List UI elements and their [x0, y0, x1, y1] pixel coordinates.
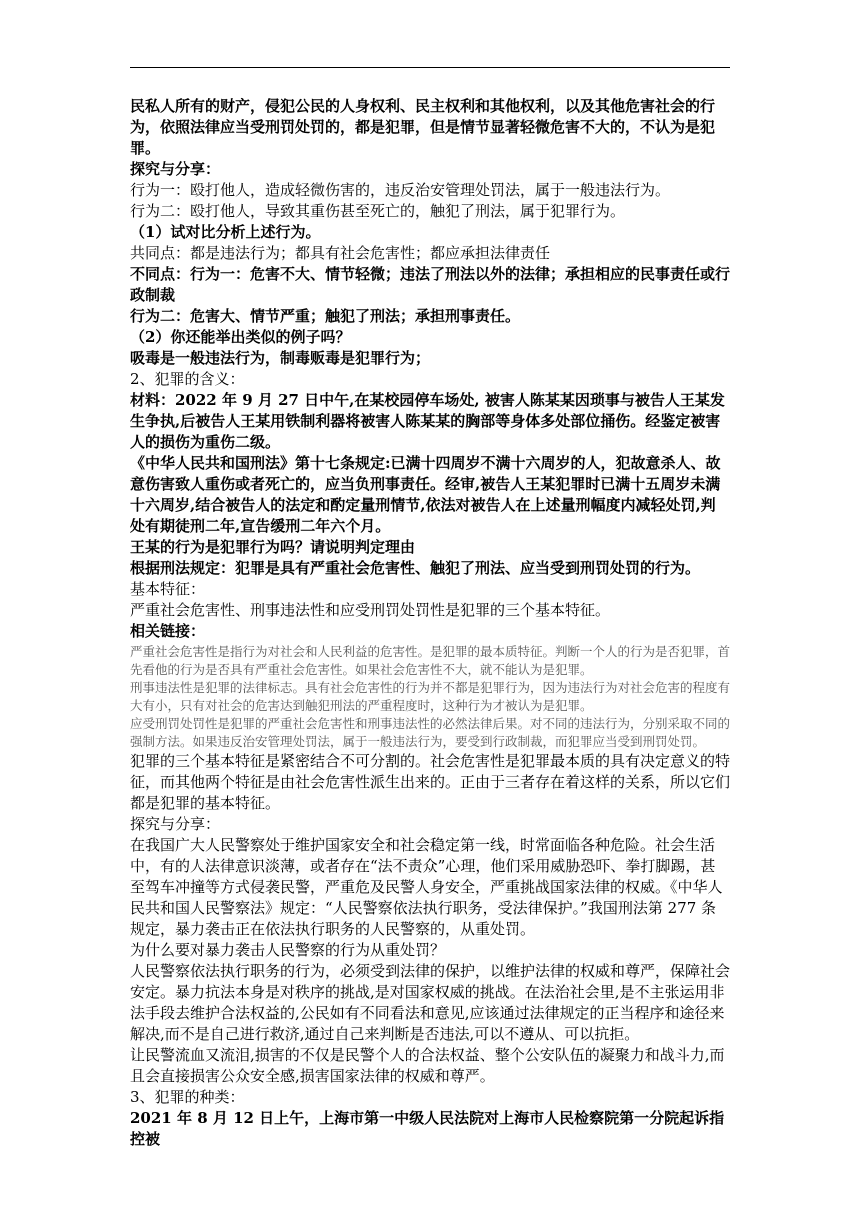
paragraph: 民私人所有的财产，侵犯公民的人身权利、民主权利和其他权利，以及其他危害社会的行为，依照法律应当受刑罚处罚的，都是犯罪，但是情节显著轻微危害不大的，不认为是犯罪。 — [130, 97, 716, 157]
paragraph: 在我国广大人民警察处于维护国家安全和社会稳定第一线，时常面临各种危险。社会生活中，有的人法律意识淡薄，或者存在“法不责众”心理，他们采用威胁恐吓、拳打脚踢，甚至驾车冲撞等方式侵袭民警，严重危及民警人身安全，严重挑战国家法律的权威。《中华人民共和国人民警察法》规定：“人民警察依法执行职务，受法律保护。”我国刑法第 277 条规定，暴力袭击正在依法执行职务的人民警察的，从重处罚。 — [130, 836, 723, 938]
question: 王某的行为是犯罪行为吗？请说明判定理由 — [130, 538, 416, 556]
section-heading: 探究与分享： — [130, 815, 221, 833]
paragraph: 让民警流血又流泪,损害的不仅是民警个人的合法权益、整个公安队伍的凝聚力和战斗力,而且会直接损害公众安全感,损害国家法律的权威和尊严。 — [130, 1046, 725, 1085]
paragraph: 严重社会危害性、刑事违法性和应受刑罚处罚性是犯罪的三个基本特征。 — [130, 601, 611, 619]
paragraph: 行为一：殴打他人，造成轻微伤害的，违反治安管理处罚法，属于一般违法行为。 — [130, 181, 671, 199]
section-heading: 探究与分享： — [130, 160, 221, 178]
question: （1）试对比分析上述行为。 — [130, 223, 321, 241]
paragraph: 行为二：危害大、情节严重；触犯了刑法；承担刑事责任。 — [130, 307, 521, 325]
question: （2）你还能举出类似的例子吗？ — [130, 328, 351, 346]
note-paragraph: 刑事违法性是犯罪的法律标志。具有社会危害性的行为并不都是犯罪行为，因为违法行为对社会危害的程度有大有小，只有对社会的危害达到触犯刑法的严重程度时，这种行为才被认为是犯罪。 — [130, 680, 731, 713]
section-heading: 3、犯罪的种类： — [130, 1088, 245, 1106]
paragraph: 2021 年 8 月 12 日上午，上海市第一中级人民法院对上海市人民检察院第一分院起诉指控被 — [130, 1109, 725, 1148]
question: 为什么要对暴力袭击人民警察的行为从重处罚？ — [130, 941, 446, 959]
header-rule — [130, 67, 730, 68]
paragraph: 行为二：殴打他人，导致其重伤甚至死亡的，触犯了刑法，属于犯罪行为。 — [130, 202, 626, 220]
paragraph: 吸毒是一般违法行为，制毒贩毒是犯罪行为； — [130, 349, 431, 367]
paragraph: 《中华人民共和国刑法》第十七条规定:已满十四周岁不满十六周岁的人，犯故意杀人、故意伤害致人重伤或者死亡的，应当负刑事责任。经审,被告人王某犯罪时已满十五周岁未满十六周岁,结合被告人的法定和酌定量刑情节,依法对被告人在上述量刑幅度内减轻处罚,判处有期徒刑二年,宣告缓刑二年六个月。 — [130, 454, 721, 535]
paragraph: 不同点：行为一：危害不大、情节轻微；违法了刑法以外的法律；承担相应的民事责任或行政制裁 — [130, 265, 731, 304]
paragraph: 共同点：都是违法行为；都具有社会危害性；都应承担法律责任 — [130, 244, 551, 262]
section-heading: 2、犯罪的含义： — [130, 370, 245, 388]
section-heading: 相关链接： — [130, 622, 206, 640]
paragraph: 人民警察依法执行职务的行为，必须受到法律的保护，以维护法律的权威和尊严，保障社会安定。暴力抗法本身是对秩序的挑战,是对国家权威的挑战。在法治社会里,是不主张运用非法手段去维护合法权益的,公民如有不同看法和意见,应该通过法律规定的正当程序和途径来解决,而不是自己进行救济,通过自己来判断是否违法,可以不遵从、可以抗拒。 — [130, 962, 731, 1043]
note-paragraph: 应受刑罚处罚性是犯罪的严重社会危害性和刑事违法性的必然法律后果。对不同的违法行为，分别采取不同的强制方法。如果违反治安管理处罚法，属于一般违法行为，要受到行政制裁，而犯罪应当受到刑罚处罚。 — [130, 716, 731, 749]
document-body — [130, 96, 730, 1150]
note-paragraph: 严重社会危害性是指行为对社会和人民利益的危害性。是犯罪的最本质特征。判断一个人的行为是否犯罪，首先看他的行为是否具有严重社会危害性。如果社会危害性不大，就不能认为是犯罪。 — [130, 644, 731, 677]
paragraph: 犯罪的三个基本特征是紧密结合不可分割的。社会危害性是犯罪最本质的具有决定意义的特征，而其他两个特征是由社会危害性派生出来的。正由于三者存在着这样的关系，所以它们都是犯罪的基本特征。 — [130, 752, 731, 812]
paragraph: 材料：2022 年 9 月 27 日中午,在某校园停车场处, 被害人陈某某因琐事与被告人王某发生争执,后被告人王某用铁制利器将被害人陈某某的胸部等身体多处部位捅伤。经鉴定被害人的损伤为重伤二级。 — [130, 391, 725, 451]
paragraph: 根据刑法规定：犯罪是具有严重社会危害性、触犯了刑法、应当受到刑罚处罚的行为。 — [130, 559, 701, 577]
section-heading: 基本特征： — [130, 580, 206, 598]
